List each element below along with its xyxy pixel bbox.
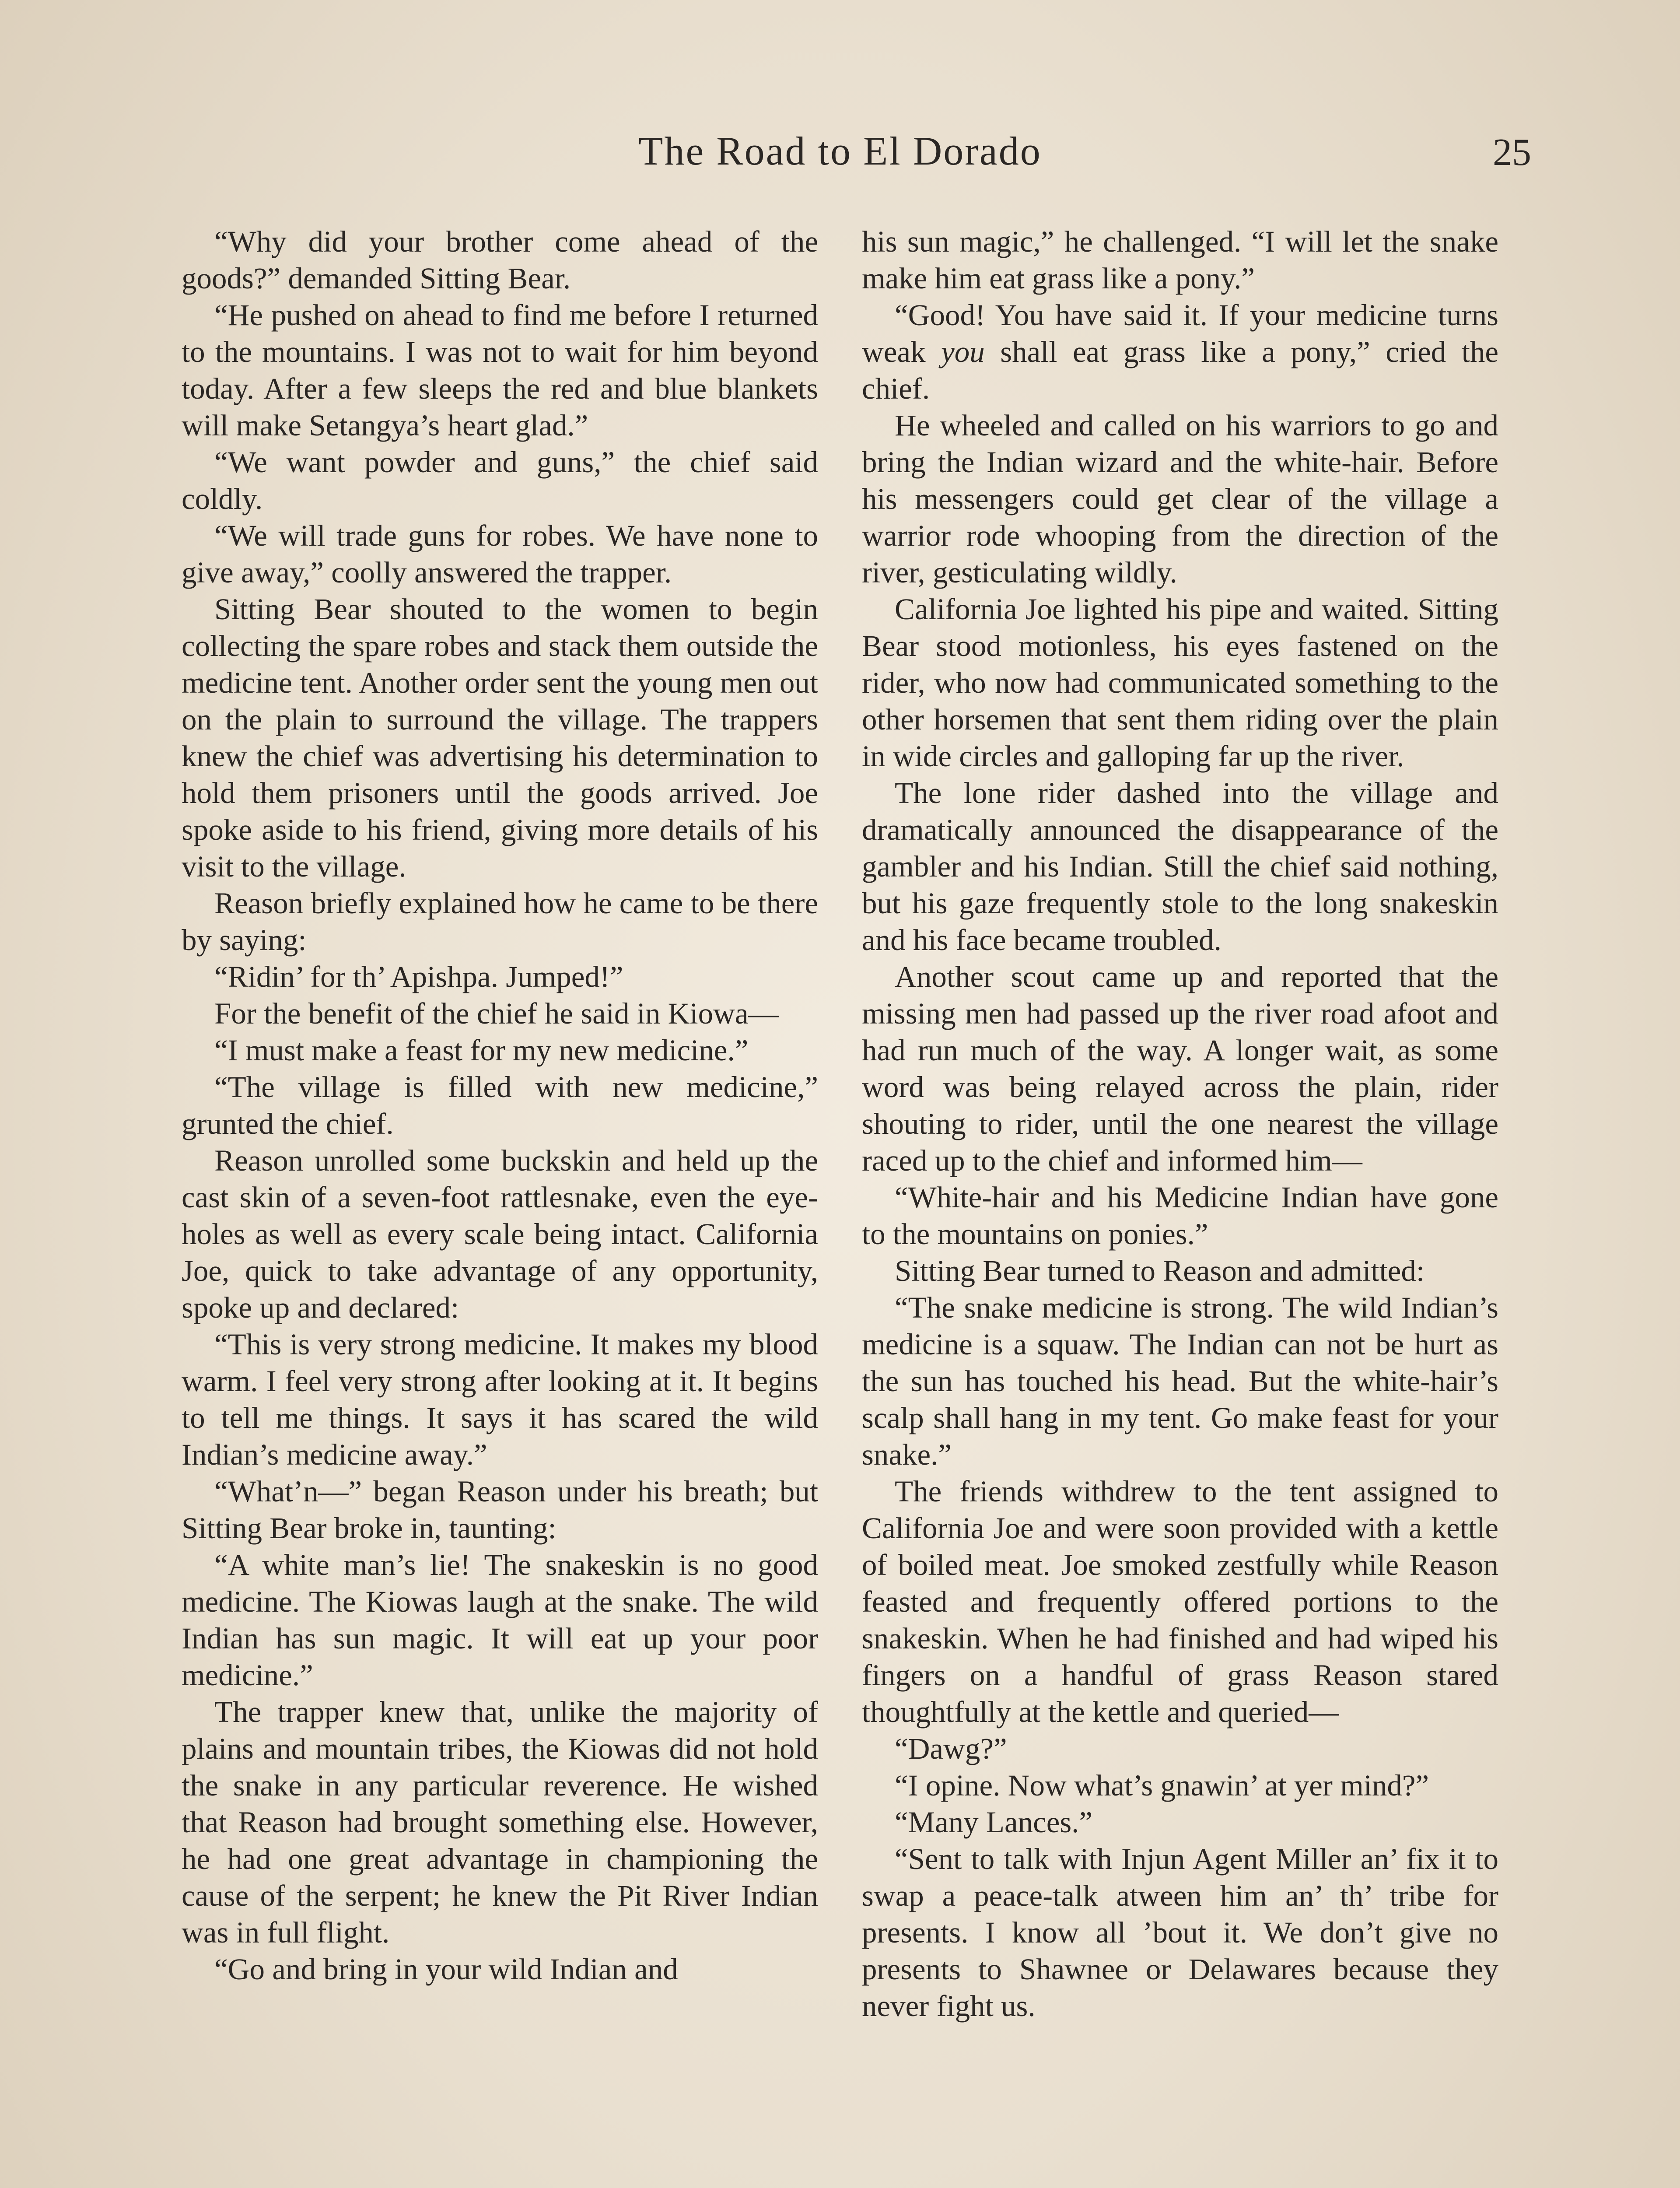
paragraph: “I opine. Now what’s gnawin’ at yer mind?” — [895, 1769, 1429, 1802]
paragraph: “I must make a feast for my new medicine.” — [214, 1034, 749, 1067]
paragraph: Sitting Bear shouted to the women to begin collecting the spare robes and stack them outside the medicine tent. Another order sent the young men out on the plain to surround the village. The trappers knew the chief was advertising his determination to hold them prisoners until the goods arrived. Joe spoke aside to his friend, giving more details of his visit to the village. — [182, 593, 818, 883]
paragraph: “Why did your brother come ahead of the goods?” demanded Sitting Bear. — [182, 225, 818, 295]
paragraph: The friends withdrew to the tent assigned to California Joe and were soon provided with a kettle of boiled meat. Joe smoked zestfully while Reason feasted and frequently offered portions to the snakeskin. When he had finished and had wiped his fingers on a handful of grass Reason stared thoughtfully at the kettle and queried— — [862, 1475, 1498, 1729]
paragraph: Reason unrolled some buckskin and held up the cast skin of a seven-foot rattlesnake, even the eye-holes as well as every scale being intact. California Joe, quick to take advantage of any opportunity, spoke up and declared: — [182, 1144, 818, 1324]
paragraph: The trapper knew that, unlike the majority of plains and mountain tribes, the Kiowas did not hold the snake in any particular reverence. He wished that Reason had brought something else. However, he had one great advantage in championing the cause of the serpent; he knew the Pit River Indian was in full flight. — [182, 1695, 818, 1949]
paragraph: “Dawg?” — [895, 1732, 1007, 1765]
paragraph: “Sent to talk with Injun Agent Miller an’ fix it to swap a peace-talk atween him an’ th’ tribe for presents. I know all ’bout it. We don’t give no presents to Shawnee or Delawares because they never fight us. — [862, 1842, 1498, 2023]
paragraph: “Ridin’ for th’ Apishpa. Jumped!” — [214, 960, 623, 993]
paragraph: He wheeled and called on his warriors to go and bring the Indian wizard and the white-hair. Before his messengers could get clear of the village a warrior rode whooping from the direction of the river, gesticulating wildly. — [862, 409, 1498, 589]
paragraph: “We want powder and guns,” the chief said coldly. — [182, 445, 818, 515]
paragraph: “This is very strong medicine. It makes my blood warm. I feel very strong after looking at it. It begins to tell me things. It says it has scared the wild Indian’s medicine away.” — [182, 1328, 818, 1471]
page-number: 25 — [1493, 131, 1531, 174]
paragraph-text: “Good! You have said it. If your medicine turns weak — [862, 298, 1498, 368]
paragraph: “We will trade guns for robes. We have none to give away,” coolly answered the trapper. — [182, 519, 818, 589]
paragraph: “What’n—” began Reason under his breath; but Sitting Bear broke in, taunting: — [182, 1475, 818, 1545]
italic-emphasis: you — [941, 335, 985, 368]
paragraph: The lone rider dashed into the village and dramatically announced the disappearance of the gambler and his Indian. Still the chief said nothing, but his gaze frequently stole to the long snakeskin and his face became troubled. — [862, 776, 1498, 957]
paragraph — [862, 297, 1498, 407]
paragraph: “Many Lances.” — [895, 1806, 1093, 1839]
paragraph: For the benefit of the chief he said in Kiowa— — [214, 997, 779, 1030]
left-text-column — [182, 223, 818, 1988]
paragraph: “Go and bring in your wild Indian and — [214, 1953, 678, 1986]
paragraph: “White-hair and his Medicine Indian have gone to the mountains on ponies.” — [862, 1181, 1498, 1251]
paragraph: “The snake medicine is strong. The wild Indian’s medicine is a squaw. The Indian can not be hurt as the sun has touched his head. But the white-hair’s scalp shall hang in my tent. Go make feast for your snake.” — [862, 1291, 1498, 1471]
paragraph: “He pushed on ahead to find me before I returned to the mountains. I was not to wait for him beyond today. After a few sleeps the red and blue blankets will make Setangya’s heart glad.” — [182, 298, 818, 442]
paragraph: California Joe lighted his pipe and waited. Sitting Bear stood motionless, his eyes fastened on the rider, who now had communicated something to the other horsemen that sent them riding over the plain in wide circles and galloping far up the river. — [862, 593, 1498, 773]
paragraph: Another scout came up and reported that the missing men had passed up the river road afoot and had run much of the way. A longer wait, as some word was being relayed across the plain, rider shouting to rider, until the one nearest the village raced up to the chief and informed him— — [862, 960, 1498, 1177]
paragraph: “The village is filled with new medicine,” grunted the chief. — [182, 1070, 818, 1140]
paragraph: “A white man’s lie! The snakeskin is no good medicine. The Kiowas laugh at the snake. The wild Indian has sun magic. It will eat up your poor medicine.” — [182, 1548, 818, 1692]
right-text-column — [862, 223, 1498, 2024]
paragraph-continuation: his sun magic,” he challenged. “I will let the snake make him eat grass like a pony.” — [862, 225, 1498, 295]
paragraph-text: shall eat grass like a pony,” cried the chief. — [862, 335, 1498, 405]
paragraph: Reason briefly explained how he came to be there by saying: — [182, 887, 818, 957]
paragraph: Sitting Bear turned to Reason and admitted: — [895, 1254, 1425, 1287]
running-title: The Road to El Dorado — [638, 129, 1042, 173]
